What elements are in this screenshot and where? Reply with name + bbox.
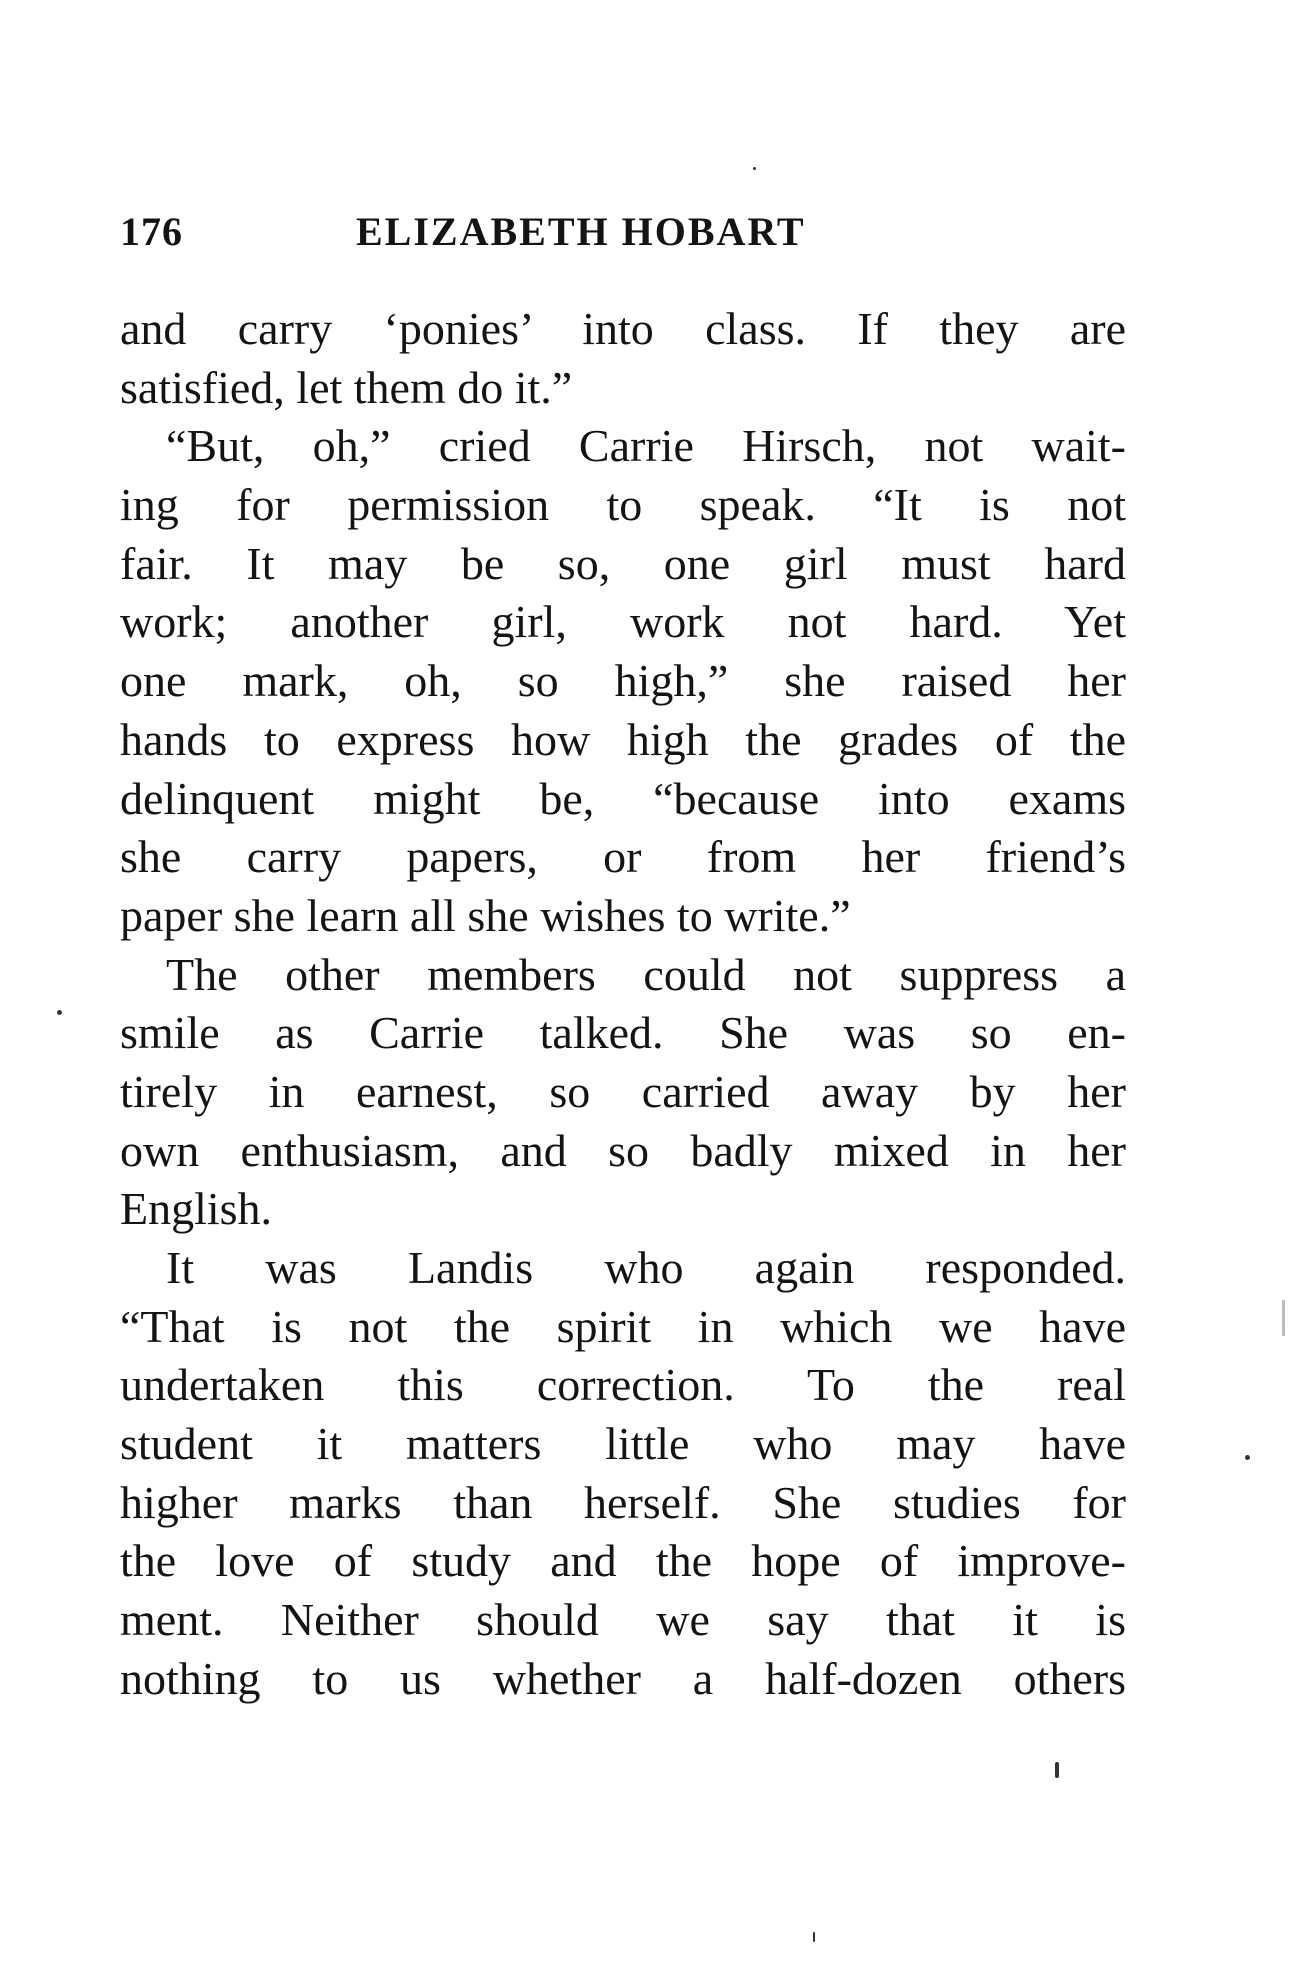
page-number: 176 xyxy=(120,209,183,254)
text-line: nothing to us whether a half-dozen others xyxy=(120,1652,1126,1704)
text-line: undertaken this correction. To the real xyxy=(120,1359,1126,1411)
text-line: smile as Carrie talked. She was so en- xyxy=(120,1007,1126,1059)
text-line: paper she learn all she wishes to write.” xyxy=(120,889,851,941)
text-line: work; another girl, work not hard. Yet xyxy=(120,596,1126,648)
text-line: the love of study and the hope of improve- xyxy=(120,1535,1126,1587)
paper-speck xyxy=(813,1932,815,1942)
paper-speck xyxy=(1282,1300,1285,1336)
paper-speck xyxy=(753,167,756,170)
text-line: It was Landis who again responded. xyxy=(166,1242,1126,1293)
text-line: higher marks than herself. She studies for xyxy=(120,1476,1126,1528)
text-line: fair. It may be so, one girl must hard xyxy=(120,537,1126,589)
text-line: satisfied, let them do it.” xyxy=(120,361,573,413)
text-line: English. xyxy=(120,1183,273,1235)
text-line: “That is not the spirit in which we have xyxy=(120,1300,1126,1352)
text-line: tirely in earnest, so carried away by her xyxy=(120,1065,1126,1117)
body-text xyxy=(120,300,1126,1709)
text-line: hands to express how high the grades of the xyxy=(120,713,1126,765)
paper-speck xyxy=(1055,1762,1059,1778)
running-head xyxy=(120,208,1130,264)
paper-speck xyxy=(1245,1455,1250,1460)
text-line: The other members could not suppress a xyxy=(166,948,1126,1000)
text-line: “But, oh,” cried Carrie Hirsch, not wait- xyxy=(166,420,1126,472)
paper-speck xyxy=(57,1010,62,1015)
running-title: ELIZABETH HOBART xyxy=(356,209,806,254)
text-line: she carry papers, or from her friend’s xyxy=(120,831,1126,883)
text-line: ment. Neither should we say that it is xyxy=(120,1594,1126,1646)
text-line: own enthusiasm, and so badly mixed in her xyxy=(120,1124,1126,1176)
text-line: student it matters little who may have xyxy=(120,1418,1126,1470)
text-line: ing for permission to speak. “It is not xyxy=(120,479,1126,531)
text-line: delinquent might be, “because into exams xyxy=(120,772,1126,824)
text-line: and carry ‘ponies’ into class. If they are xyxy=(120,303,1126,354)
text-line: one mark, oh, so high,” she raised her xyxy=(120,655,1126,707)
